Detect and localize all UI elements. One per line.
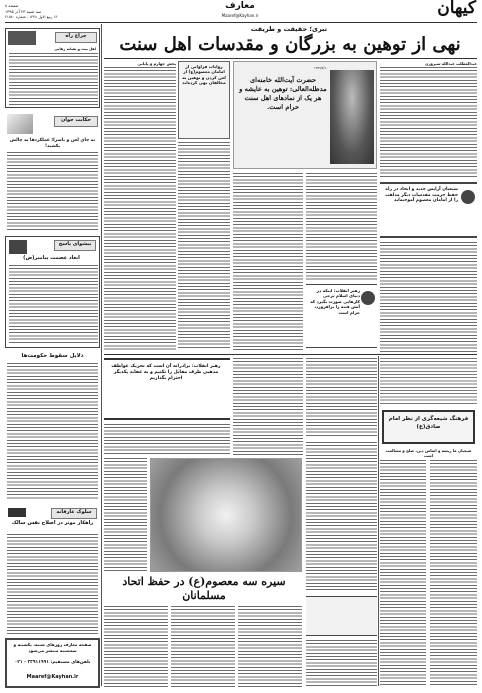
payambar-tag: پیشوای پاسخ [54,240,96,251]
date-line: سه شنبه ۲۳ آذر ۱۳۹۵ [5,9,42,14]
side-quote-box [380,182,477,238]
chiragh-title: چراغ راه [55,32,97,43]
lower-mid-text-1 [233,358,303,456]
masthead-rule [5,22,477,23]
payambar-icon [9,240,27,254]
mid-text-under-photo-2 [306,173,377,281]
chiragh-body [9,53,98,107]
hadith-photo [7,114,33,134]
side-quote: شیعیان آرایش جدید و اتحاد در راه حفظ حرمت مقدسات دیگر مذاهب را از امامان معصوم آموخته‌اند [385,187,458,204]
left-column-divider [101,24,102,686]
right-lower-box [380,358,477,688]
pull-quote-box [178,61,230,139]
payambar-box [5,236,100,348]
kicker: تبری؛ حقیقت و طریقت [250,25,328,33]
bottom-text-c [238,606,302,688]
ethics-tag: سلوک عارفانه [51,508,97,519]
right-box-body-a [380,460,426,686]
bottom-text-a [104,606,168,688]
contact-phone: تلفن‌های مستقیم: ۳۳۹۱۱۹۹۱ - ۰۲۱ [14,660,91,665]
byline: عبدالمطلب عبدالله سیروزی [424,61,477,66]
chiragh-photo [8,31,36,45]
side-quote-icon [461,190,475,204]
lower-quote-box [104,358,230,420]
photo-caption: حضرت آیت‌الله خامنه‌ای مدظله‌العالی: توهین به عایشه و هر یک از نمادهای اهل سنت حرام است. [239,76,327,111]
payambar-title: ابعاد عصمت پیامبر(ص) [23,255,80,261]
mid-col-text-1 [178,142,230,350]
lower-left-text [104,424,230,454]
section-title: معارف [225,1,255,11]
right-box-header [382,410,475,444]
main-headline: نهی از توهین به بزرگان و مقدسات اهل سنت [119,34,461,55]
ethics-section [5,506,100,636]
politics-body [7,363,98,499]
payambar-body [9,265,98,345]
lower-mid-text-3 [306,442,377,592]
mid-quote-box [306,284,377,348]
newspaper-logo: کیهان [437,0,476,18]
right-box-body-b [430,460,477,686]
chiragh-box [5,28,100,108]
chiragh-subtitle: اهل بیت و نشانه رهایی [54,47,96,51]
mid-left-text-1 [104,67,176,350]
hadith-headline: به جای لعن و ناسزا؛ عملکردها به چالش بکشید! [9,138,96,149]
page-label: صفحه ۸ [5,3,19,8]
mid-quote-icon [361,291,375,305]
ethics-title: راهکار موثر در اصلاح نفس سالک [11,520,94,526]
pull-quote: روایات فراوانی از امامان معصوم(ع) از لعن کردن و توهین به مخالفان نهی کرده‌اند [182,64,226,86]
unity-photo [150,458,302,572]
right-box-intro-text [380,358,477,406]
right-col-text-1 [380,67,477,179]
politics-title: دلایل سقوط حکومت‌ها [21,353,84,359]
ethics-body [7,534,98,634]
contact-box [5,638,100,688]
bottom-text-b [171,606,235,688]
section-email: Maaref@Kayhan.ir [221,13,259,18]
right-col-text-2 [380,242,477,352]
ethics-icon [8,508,26,517]
photo-date: ۱۳۸۹/۷/۱۰ [313,66,328,70]
main-photo [233,61,377,169]
lower-mid-quote [306,596,377,636]
right-lower-divider [378,356,379,686]
subhead: بخش چهارم و پایانی [137,61,176,66]
bottom-headline: سیره سه معصوم(ع) در حفظ اتحاد مسلمانان [122,575,286,602]
lower-mid-text-2 [306,358,377,438]
photo-side-text [104,458,147,572]
politics-section [5,352,100,502]
photo-portrait [330,70,374,164]
lower-quote: رهبر انقلاب: برادرانه آن است که تحریک عواطف مذهبی طرف مقابل را نکنیم و به عقاید یکدیگر احترام بگذاریم [111,364,221,381]
mid-text-under-photo [233,173,303,350]
headline-rule [104,58,477,59]
issue-line: ۱۳ ربیع الاول ۱۴۳۸ - شماره ۲۱۵۸۰ [5,15,58,19]
hadith-tag: حکایت جوان [54,116,98,127]
lower-section-rule [104,354,477,355]
lower-mid-text-4 [306,640,377,688]
mid-quote: رهبر انقلاب: اینکه در دنیای اسلام برخی کارهایی صورت بگیرد که آتش فتنه را برافروزد، حرام است [310,288,360,315]
right-box-quote: شیعیان ما ریشه و اساس دین، صلح و مسالمت است [385,448,472,458]
hadith-body [7,152,98,230]
contact-title: صفحه معارف روزهای شنبه، یکشنبه و سه‌شنبه منتشر می‌شود [13,642,92,653]
contact-email: Maaref@Kayhan.ir [26,674,79,680]
hadith-section [5,112,100,232]
right-box-title: فرهنگ شیعه‌گری از نظر امام صادق(ع) [388,416,469,430]
